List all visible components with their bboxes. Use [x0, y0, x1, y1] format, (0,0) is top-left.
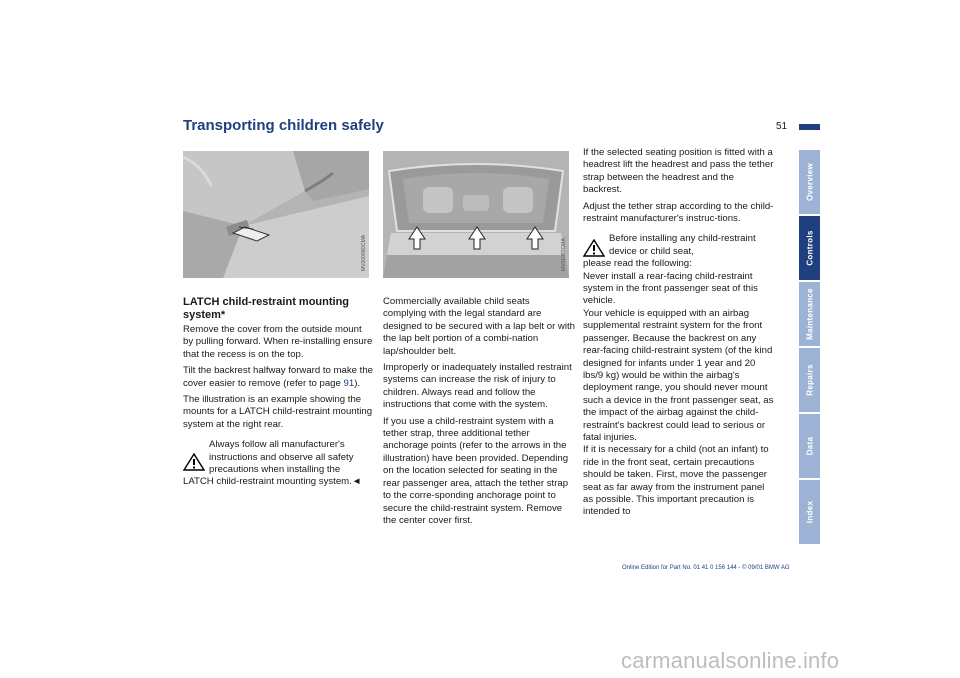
tab-label: Overview — [805, 163, 814, 201]
paragraph: Improperly or inadequately installed restraint systems can increase the risk of injury to children. Always read and follow the instructions that come with the system. — [383, 362, 572, 411]
page-title: Transporting children safely — [183, 117, 384, 134]
tab-index[interactable] — [799, 480, 820, 544]
paragraph: Your vehicle is equipped with an airbag supplemental restraint system for the front passenger. Because the backrest on any rear-facing child-restraint system (of the kind designed for infants under 1 year and 20 lbs/9 kg) would be within the airbag's deployment range, you should never mount such a device in the front passenger seat, as the impact of the airbag against the child-restraint's backrest could lead to serious or fatal injuries. — [583, 307, 774, 443]
tab-data[interactable] — [799, 414, 820, 478]
warning-icon — [583, 239, 605, 257]
paragraph: Never install a rear-facing child-restraint system in the front passenger seat of this vehicle. — [583, 270, 758, 307]
column-2 — [383, 296, 575, 531]
figure-code: MV00000DCMA — [361, 234, 367, 271]
section-heading: LATCH child-restraint mounting system* — [183, 296, 350, 321]
tab-label: Repairs — [805, 364, 814, 396]
column-3 — [583, 147, 775, 519]
paragraph: Tilt the backrest halfway forward to make the cover easier to remove (refer to page 91). — [183, 365, 374, 389]
page-number: 51 — [776, 121, 788, 132]
footer-edition-note: Online Edition for Part No. 01 41 0 156 144 - © 09/01 BMW AG — [622, 565, 790, 571]
page-marker — [799, 124, 820, 130]
warning-icon — [183, 453, 205, 471]
tether-anchor-illustration — [383, 151, 569, 278]
warning-note — [583, 233, 775, 270]
paragraph: Adjust the tether strap according to the child-restraint manufacturer's instruc-tions. — [583, 200, 774, 225]
column-1 — [183, 296, 373, 489]
watermark: carmanualsonline.info — [621, 648, 840, 673]
paragraph: If you use a child-restraint system with a tether strap, three additional tether anchorage points (refer to the arrows in the illustration) have been provided. Depending on the location selected for seating in the rear passenger area, attach the tether strap to the corre-sponding anchorage point to secure the child-restraint system. Remove the center cover first. — [383, 415, 569, 526]
latch-mount-illustration — [183, 151, 369, 278]
paragraph: If it is necessary for a child (not an infant) to ride in the front seat, certain precautions should be taken. First, move the passenger seat as far away from the instrument panel as possible. This important precaution is intended to — [583, 444, 769, 518]
paragraph: Commercially available child seats complying with the legal standard are designed to be secured with a lap belt or with the lap belt portion of a combi-nation lap/shoulder belt. — [383, 296, 575, 357]
warning-note — [183, 439, 373, 489]
tab-label: Controls — [805, 230, 814, 266]
latch-mount-drawing — [183, 151, 369, 278]
end-mark: ◄ — [351, 476, 362, 488]
paragraph: If the selected seating position is fitted with a headrest lift the headrest and pass the tether strap between the headrest and the backrest. — [583, 147, 774, 196]
paragraph: The illustration is an example showing the mounts for a LATCH child-restraint mounting system at the right rear. — [183, 394, 373, 430]
warning-text-first: Always follow all manufacturer's instructions and observe all safety — [209, 439, 354, 463]
tab-label: Data — [805, 436, 814, 456]
tab-repairs[interactable] — [799, 348, 820, 412]
warning-text-rest: please read the following: — [583, 258, 692, 270]
warning-text-rest: precautions when installing the LATCH child-restraint mounting system.◄ — [183, 464, 362, 488]
page-link[interactable]: 91 — [343, 377, 355, 389]
warning-text-first: Before installing any child-restraint device or child seat, — [609, 233, 756, 257]
tab-controls[interactable] — [799, 216, 820, 280]
tether-anchor-drawing — [383, 151, 569, 278]
figure-code: MV0108TCMA — [561, 238, 567, 271]
tab-maintenance[interactable] — [799, 282, 820, 346]
tab-label: Maintenance — [805, 288, 814, 340]
section-tabs — [799, 150, 820, 546]
paragraph: Remove the cover from the outside mount by pulling forward. When re-installing ensure that the recess is on the top. — [183, 324, 373, 360]
tab-overview[interactable] — [799, 150, 820, 214]
tab-label: Index — [805, 500, 814, 524]
